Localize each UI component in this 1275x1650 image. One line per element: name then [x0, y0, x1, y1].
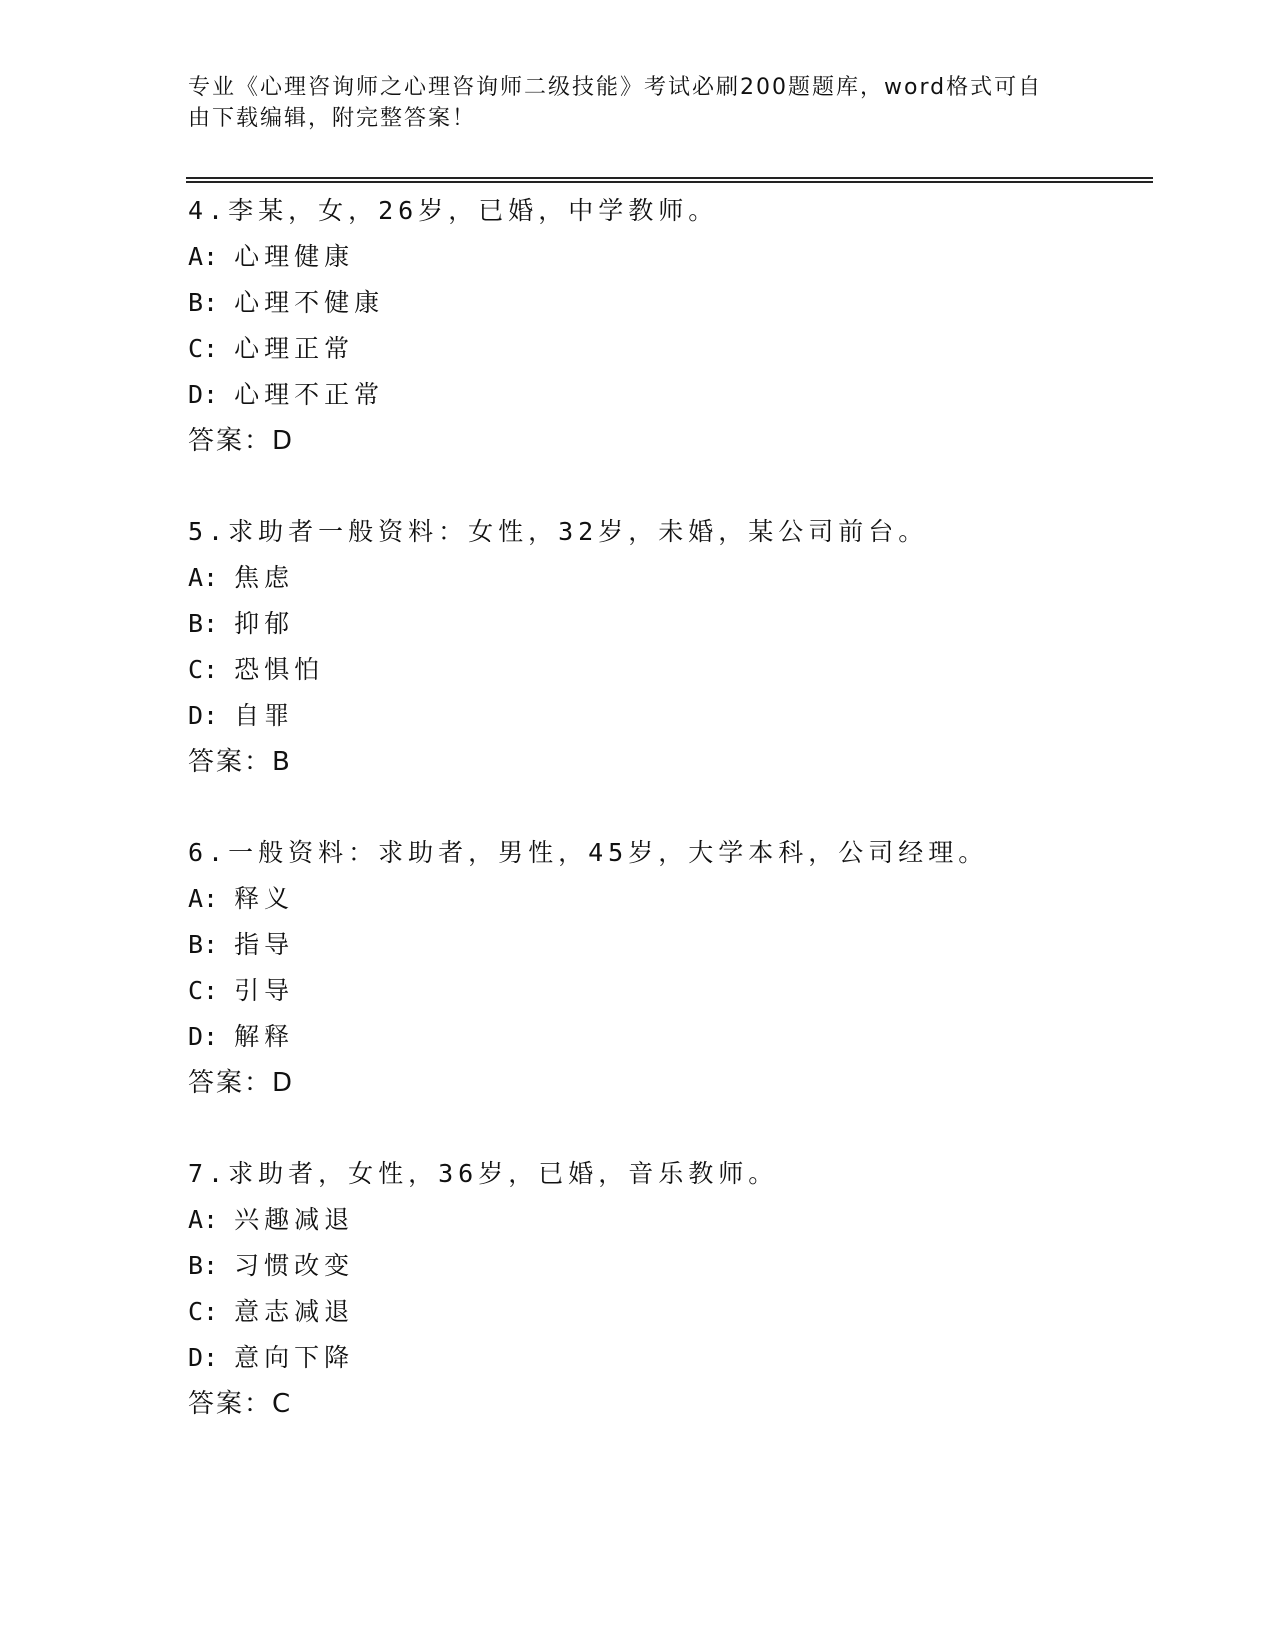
- option-a: [188, 234, 1148, 280]
- question-7: [188, 1151, 1148, 1427]
- option-letter: C:: [188, 655, 219, 684]
- option-letter: C:: [188, 976, 219, 1005]
- option-c: [188, 1289, 1148, 1335]
- option-text: 引导: [234, 976, 295, 1005]
- option-letter: A:: [188, 1205, 219, 1234]
- option-text: 意向下降: [234, 1343, 355, 1372]
- option-text: 心理正常: [234, 334, 355, 363]
- header-divider-top: [186, 177, 1153, 179]
- document-header: [188, 72, 1068, 134]
- option-b: [188, 601, 1148, 647]
- option-text: 指导: [234, 930, 295, 959]
- header-divider-bottom: [186, 181, 1153, 183]
- answer-line: 答案：B: [188, 747, 292, 777]
- option-letter: A:: [188, 242, 219, 271]
- option-letter: D:: [188, 701, 219, 730]
- question-5: [188, 509, 1148, 785]
- option-c: [188, 968, 1148, 1014]
- option-text: 心理不健康: [234, 288, 385, 317]
- option-text: 解释: [234, 1022, 295, 1051]
- header-line-2: 由下载编辑，附完整答案！: [188, 106, 477, 131]
- option-letter: B:: [188, 609, 219, 638]
- option-text: 释义: [234, 884, 295, 913]
- option-c: [188, 647, 1148, 693]
- option-text: 焦虑: [234, 563, 295, 592]
- option-a: [188, 876, 1148, 922]
- option-d: [188, 372, 1148, 418]
- answer-line: 答案：D: [188, 1068, 295, 1098]
- option-text: 习惯改变: [234, 1251, 355, 1280]
- option-a: [188, 555, 1148, 601]
- option-letter: D:: [188, 1022, 219, 1051]
- option-text: 心理健康: [234, 242, 355, 271]
- question-6: [188, 830, 1148, 1106]
- option-text: 心理不正常: [234, 380, 385, 409]
- question-list: [188, 188, 1148, 1472]
- option-d: [188, 693, 1148, 739]
- option-letter: B:: [188, 930, 219, 959]
- option-text: 意志减退: [234, 1297, 355, 1326]
- option-b: [188, 1243, 1148, 1289]
- header-line-1: 专业《心理咨询师之心理咨询师二级技能》考试必刷200题题库，word格式可自: [188, 75, 1043, 100]
- option-c: [188, 326, 1148, 372]
- question-stem: 6.一般资料：求助者，男性，45岁，大学本科，公司经理。: [188, 838, 989, 867]
- option-a: [188, 1197, 1148, 1243]
- option-text: 兴趣减退: [234, 1205, 355, 1234]
- option-letter: D:: [188, 1343, 219, 1372]
- option-letter: B:: [188, 288, 219, 317]
- option-letter: B:: [188, 1251, 219, 1280]
- question-stem: 7.求助者，女性，36岁，已婚，音乐教师。: [188, 1159, 779, 1188]
- option-d: [188, 1335, 1148, 1381]
- question-4: [188, 188, 1148, 464]
- option-letter: C:: [188, 334, 219, 363]
- option-text: 抑郁: [234, 609, 295, 638]
- option-letter: A:: [188, 563, 219, 592]
- question-stem: 5.求助者一般资料：女性，32岁，未婚，某公司前台。: [188, 517, 929, 546]
- option-d: [188, 1014, 1148, 1060]
- option-letter: D:: [188, 380, 219, 409]
- option-letter: C:: [188, 1297, 219, 1326]
- answer-line: 答案：C: [188, 1389, 293, 1419]
- option-b: [188, 280, 1148, 326]
- option-letter: A:: [188, 884, 219, 913]
- question-stem: 4.李某，女，26岁，已婚，中学教师。: [188, 196, 719, 225]
- option-text: 自罪: [234, 701, 295, 730]
- option-b: [188, 922, 1148, 968]
- answer-line: 答案：D: [188, 426, 295, 456]
- option-text: 恐惧怕: [234, 655, 325, 684]
